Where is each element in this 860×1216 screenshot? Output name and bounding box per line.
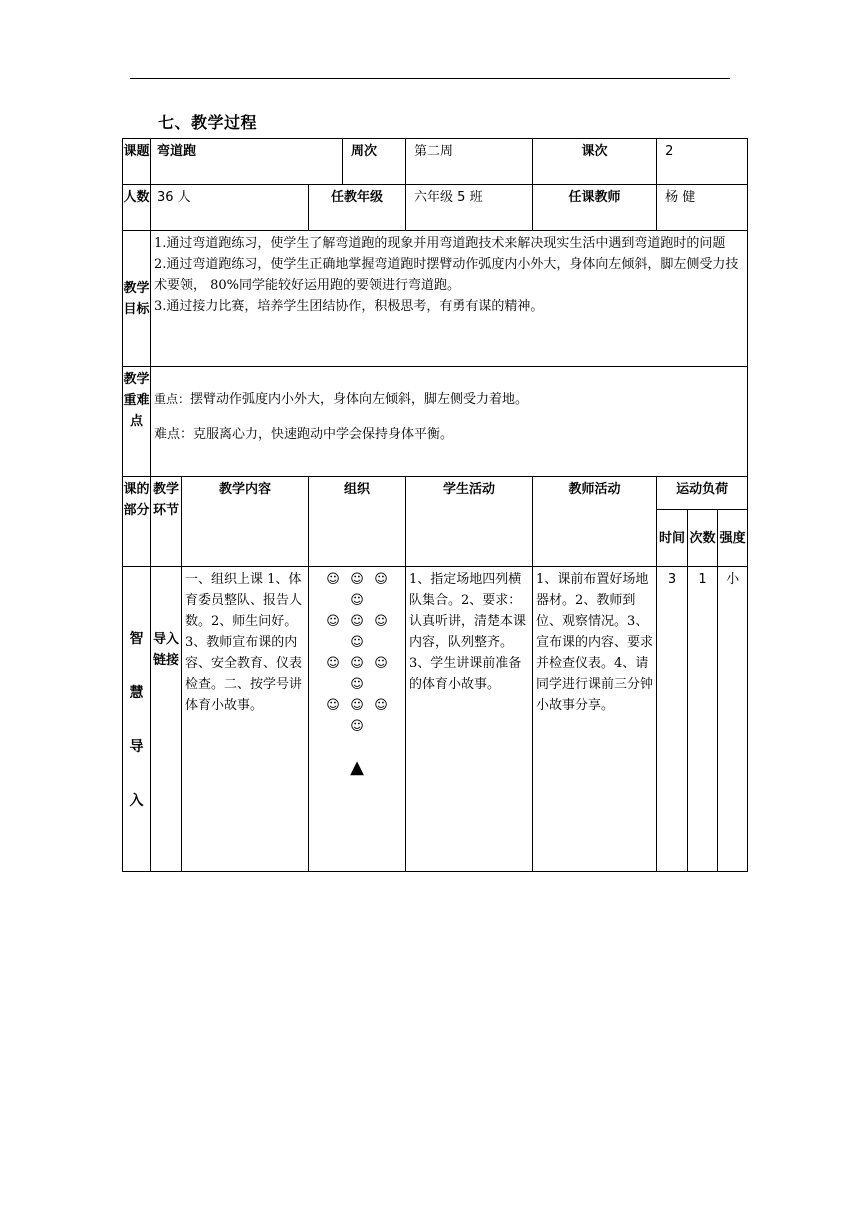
row-count [123, 185, 748, 231]
part-char: 入 [129, 793, 144, 809]
goals-content [151, 231, 748, 367]
student-icon: ☺ [326, 572, 340, 587]
header-organization: 组织 [309, 477, 406, 567]
body-time: 3 [657, 567, 688, 872]
body-stage: 导入链接 [151, 567, 182, 872]
topic-label: 课题 [123, 139, 151, 185]
student-icon: ☺ [350, 614, 364, 629]
body-teacher: 1、课前布置好场地器材。2、教师到位、观察情况。3、宣布课的内容、要求并检查仪表。4、请同学进行课前三分钟小故事分享。 [533, 567, 657, 872]
body-row [123, 567, 748, 872]
count-label: 人数 [123, 185, 151, 231]
grade-label: 任教年级 [309, 185, 406, 231]
lesson-plan-table [122, 138, 748, 872]
goals-label: 教学目标 [123, 231, 151, 367]
topic-value: 弯道跑 [151, 139, 343, 185]
key-points-content [151, 367, 748, 477]
body-organization [309, 567, 406, 872]
row-goals [123, 231, 748, 367]
header-count: 次数 [688, 510, 718, 567]
student-icon: ☺ [326, 656, 340, 671]
header-student: 学生活动 [406, 477, 533, 567]
student-icon: ☺ [374, 698, 388, 713]
student-icon: ☺ [350, 719, 364, 734]
student-icon: ☺ [350, 656, 364, 671]
focus-text: 摆臂动作弧度内小外大，身体向左倾斜，脚左侧受力着地。 [190, 392, 529, 407]
goal-line: 3.通过接力比赛，培养学生团结协作，积极思考，有勇有谋的精神。 [154, 299, 544, 314]
header-load: 运动负荷 [657, 477, 748, 510]
student-icon: ☺ [374, 572, 388, 587]
part-char: 导 [129, 739, 144, 755]
formation-row [312, 569, 402, 611]
formation-row [312, 653, 402, 695]
section-title: 七、教学过程 [158, 113, 258, 132]
difficulty-line: 难点：克服离心力，快速跑动中学会保持身体平衡。 [154, 427, 454, 442]
count-value: 36 人 [151, 185, 309, 231]
formation-row [312, 695, 402, 737]
key-points-label: 教学重难点 [123, 367, 151, 477]
lesson-value: 2 [657, 139, 748, 185]
student-icon: ☺ [350, 635, 364, 650]
part-char: 智 [129, 631, 144, 647]
header-row [123, 477, 748, 510]
goal-line: 2.通过弯道跑练习，使学生正确地掌握弯道跑时摆臂动作弧度内小外大，身体向左倾斜，脚左侧受力技术要领， 80%同学能较好运用跑的要领进行弯道跑。 [154, 257, 739, 293]
student-icon: ☺ [326, 614, 340, 629]
goal-line: 1.通过弯道跑练习，使学生了解弯道跑的现象并用弯道跑技术来解决现实生活中遇到弯道跑时的问题 [154, 236, 726, 251]
grade-value: 六年级 5 班 [406, 185, 533, 231]
body-student: 1、指定场地四列横队集合。2、要求：认真听讲，清楚本课内容，队列整齐。3、学生讲课前准备的体育小故事。 [406, 567, 533, 872]
student-icon: ☺ [374, 656, 388, 671]
teacher-value: 杨 健 [657, 185, 748, 231]
focus-line [154, 389, 744, 410]
formation-row [312, 611, 402, 653]
student-icon: ☺ [350, 593, 364, 608]
student-icon: ☺ [374, 614, 388, 629]
header-intensity: 强度 [718, 510, 748, 567]
teacher-label: 任课教师 [533, 185, 657, 231]
body-count: 1 [688, 567, 718, 872]
body-intensity: 小 [718, 567, 748, 872]
header-part: 课的部分 [123, 477, 151, 567]
header-content: 教学内容 [182, 477, 309, 567]
header-rule [130, 78, 730, 79]
row-topic [123, 139, 748, 185]
student-icon: ☺ [350, 698, 364, 713]
part-char: 慧 [129, 685, 144, 701]
row-key-points [123, 367, 748, 477]
student-icon: ☺ [350, 572, 364, 587]
week-value: 第二周 [406, 139, 533, 185]
body-content: 一、组织上课 1、体育委员整队、报告人数。2、师生问好。3、教师宣布课的内容、安全教育、仪表检查。二、按学号讲体育小故事。 [182, 567, 309, 872]
body-part [123, 567, 151, 872]
header-time: 时间 [657, 510, 688, 567]
focus-prefix: 重点： [154, 392, 191, 406]
header-teacher: 教师活动 [533, 477, 657, 567]
lesson-label: 课次 [533, 139, 657, 185]
week-label: 周次 [343, 139, 406, 185]
student-icon: ☺ [326, 698, 340, 713]
teacher-triangle-icon: ▲ [350, 757, 364, 778]
header-stage: 教学环节 [151, 477, 182, 567]
student-icon: ☺ [350, 677, 364, 692]
